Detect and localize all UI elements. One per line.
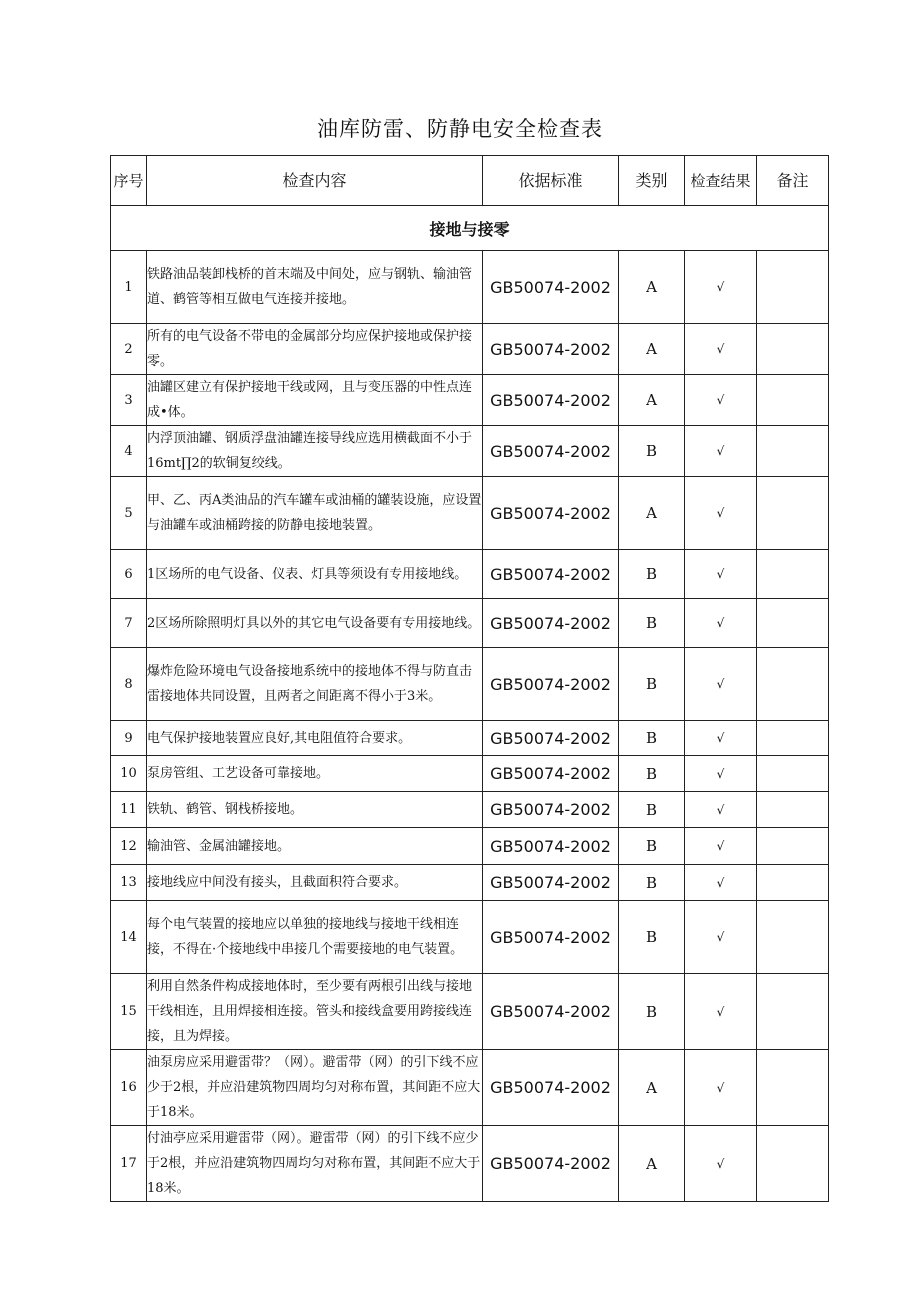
row-result: √: [685, 974, 757, 1050]
row-number: 13: [111, 865, 147, 901]
row-standard: GB50074-2002: [483, 550, 619, 599]
row-content: 输油管、金属油罐接地。: [147, 828, 483, 865]
row-note: [757, 375, 829, 426]
row-content: 铁轨、鹤管、钢栈桥接地。: [147, 792, 483, 828]
row-note: [757, 721, 829, 756]
row-note: [757, 901, 829, 974]
row-result: √: [685, 251, 757, 324]
row-category: A: [619, 477, 685, 550]
row-number: 15: [111, 974, 147, 1050]
row-standard: GB50074-2002: [483, 721, 619, 756]
table-row: [111, 792, 829, 828]
row-category: B: [619, 550, 685, 599]
table-row: [111, 648, 829, 721]
row-number: 14: [111, 901, 147, 974]
row-number: 6: [111, 550, 147, 599]
row-number: 7: [111, 599, 147, 648]
row-standard: GB50074-2002: [483, 1126, 619, 1202]
row-category: A: [619, 324, 685, 375]
row-number: 16: [111, 1050, 147, 1126]
row-content: 电气保护接地装置应良好,其电阻值符合要求。: [147, 721, 483, 756]
row-category: B: [619, 828, 685, 865]
row-content: 泵房管组、工艺设备可靠接地。: [147, 756, 483, 792]
table-row: [111, 477, 829, 550]
row-content: 铁路油品装卸栈桥的首末端及中间处，应与钢轨、输油管道、鹤管等相互做电气连接并接地。: [147, 251, 483, 324]
table-row: [111, 426, 829, 477]
row-content: 每个电气装置的接地应以单独的接地线与接地干线相连接，不得在·个接地线中串接几个需要接地的电气装置。: [147, 901, 483, 974]
row-category: B: [619, 792, 685, 828]
section-row: [111, 206, 829, 251]
row-number: 12: [111, 828, 147, 865]
row-category: B: [619, 599, 685, 648]
row-category: B: [619, 721, 685, 756]
row-number: 3: [111, 375, 147, 426]
row-number: 2: [111, 324, 147, 375]
table-row: [111, 375, 829, 426]
row-number: 8: [111, 648, 147, 721]
row-standard: GB50074-2002: [483, 828, 619, 865]
row-content: 利用自然条件构成接地体时，至少要有两根引出线与接地干线相连，且用焊接相连接。管头和接线盒要用跨接线连接，且为焊接。: [147, 974, 483, 1050]
row-standard: GB50074-2002: [483, 251, 619, 324]
row-result: √: [685, 1050, 757, 1126]
table-row: [111, 901, 829, 974]
table-row: [111, 828, 829, 865]
row-result: √: [685, 756, 757, 792]
row-result: √: [685, 828, 757, 865]
row-standard: GB50074-2002: [483, 648, 619, 721]
row-number: 5: [111, 477, 147, 550]
row-category: A: [619, 1126, 685, 1202]
row-number: 9: [111, 721, 147, 756]
document-title: 油库防雷、防静电安全检查表: [317, 117, 603, 141]
header-row: [111, 156, 829, 206]
table-row: [111, 324, 829, 375]
row-number: 1: [111, 251, 147, 324]
row-note: [757, 648, 829, 721]
row-standard: GB50074-2002: [483, 756, 619, 792]
row-content: 2区场所除照明灯具以外的其它电气设备要有专用接地线。: [147, 599, 483, 648]
row-category: B: [619, 648, 685, 721]
row-content: 内浮顶油罐、钢质浮盘油罐连接导线应选用横截面不小于16mt∏2的软铜复绞线。: [147, 426, 483, 477]
table-row: [111, 599, 829, 648]
header-standard: 依据标准: [483, 156, 619, 206]
header-result: 检查结果: [685, 156, 757, 206]
table-row: [111, 251, 829, 324]
row-standard: GB50074-2002: [483, 865, 619, 901]
row-number: 4: [111, 426, 147, 477]
row-number: 17: [111, 1126, 147, 1202]
row-standard: GB50074-2002: [483, 1050, 619, 1126]
row-category: B: [619, 756, 685, 792]
row-result: √: [685, 865, 757, 901]
row-note: [757, 550, 829, 599]
row-note: [757, 865, 829, 901]
row-result: √: [685, 1126, 757, 1202]
row-note: [757, 828, 829, 865]
table-row: [111, 721, 829, 756]
row-standard: GB50074-2002: [483, 974, 619, 1050]
row-note: [757, 1050, 829, 1126]
row-result: √: [685, 477, 757, 550]
table-row: [111, 974, 829, 1050]
checklist-table: [110, 155, 829, 1202]
row-content: 油泵房应采用避雷带？（网）。避雷带（网）的引下线不应少于2根，并应沿建筑物四周均匀对称布置，其间距不应大于18米。: [147, 1050, 483, 1126]
row-note: [757, 1126, 829, 1202]
row-result: √: [685, 426, 757, 477]
row-standard: GB50074-2002: [483, 792, 619, 828]
row-category: A: [619, 1050, 685, 1126]
row-standard: GB50074-2002: [483, 901, 619, 974]
row-note: [757, 324, 829, 375]
row-result: √: [685, 721, 757, 756]
section-title: 接地与接零: [111, 206, 829, 251]
row-result: √: [685, 599, 757, 648]
row-result: √: [685, 324, 757, 375]
row-category: A: [619, 375, 685, 426]
row-note: [757, 756, 829, 792]
row-content: 付油亭应采用避雷带（网）。避雷带（网）的引下线不应少于2根，并应沿建筑物四周均匀对称布置，其间距不应大于18米。: [147, 1126, 483, 1202]
row-category: B: [619, 426, 685, 477]
row-content: 油罐区建立有保护接地干线或网，且与变压器的中性点连成•体。: [147, 375, 483, 426]
row-result: √: [685, 648, 757, 721]
row-standard: GB50074-2002: [483, 375, 619, 426]
row-result: √: [685, 550, 757, 599]
row-content: 甲、乙、丙A类油品的汽车罐车或油桶的罐装设施，应设置与油罐车或油桶跨接的防静电接地装置。: [147, 477, 483, 550]
table-row: [111, 865, 829, 901]
row-number: 11: [111, 792, 147, 828]
header-content: 检查内容: [147, 156, 483, 206]
header-seq: 序号: [111, 156, 147, 206]
header-category: 类别: [619, 156, 685, 206]
row-category: B: [619, 974, 685, 1050]
row-category: A: [619, 251, 685, 324]
row-result: √: [685, 901, 757, 974]
row-content: 爆炸危险环境电气设备接地系统中的接地体不得与防直击雷接地体共同设置，且两者之间距离不得小于3米。: [147, 648, 483, 721]
row-category: B: [619, 865, 685, 901]
row-result: √: [685, 375, 757, 426]
table-row: [111, 1050, 829, 1126]
row-note: [757, 974, 829, 1050]
table-row: [111, 756, 829, 792]
row-standard: GB50074-2002: [483, 599, 619, 648]
row-standard: GB50074-2002: [483, 426, 619, 477]
row-note: [757, 426, 829, 477]
row-note: [757, 792, 829, 828]
row-standard: GB50074-2002: [483, 324, 619, 375]
row-content: 接地线应中间没有接头，且截面积符合要求。: [147, 865, 483, 901]
row-number: 10: [111, 756, 147, 792]
row-content: 1区场所的电气设备、仪表、灯具等须设有专用接地线。: [147, 550, 483, 599]
row-note: [757, 251, 829, 324]
row-standard: GB50074-2002: [483, 477, 619, 550]
row-note: [757, 599, 829, 648]
row-note: [757, 477, 829, 550]
table-row: [111, 550, 829, 599]
header-note: 备注: [757, 156, 829, 206]
row-result: √: [685, 792, 757, 828]
row-content: 所有的电气设备不带电的金属部分均应保护接地或保护接零。: [147, 324, 483, 375]
row-category: B: [619, 901, 685, 974]
table-row: [111, 1126, 829, 1202]
